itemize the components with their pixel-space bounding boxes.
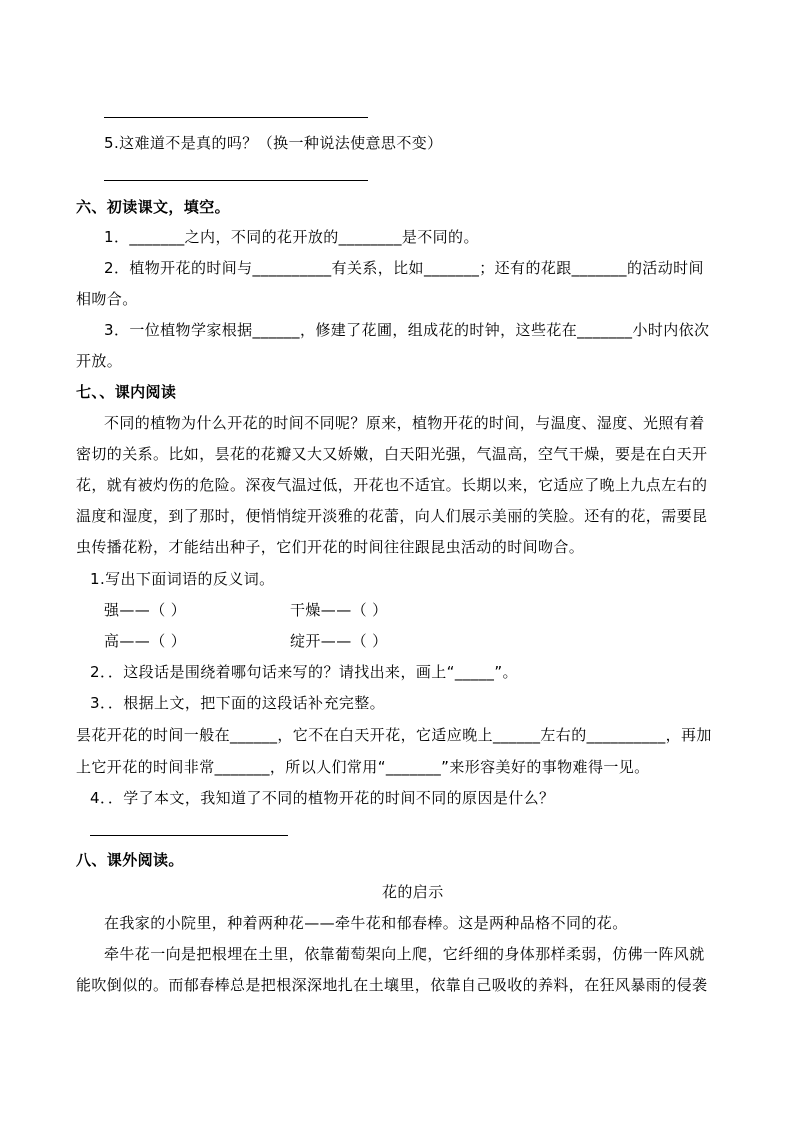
- section-7-question-4: 4．．学了本文，我知道了不同的植物开花的时间不同的原因是什么？: [90, 789, 555, 807]
- section-7-question-3: 3．．根据上文，把下面的这段话补充完整。: [90, 694, 386, 712]
- article-line: 能吹倒似的。而郁春棒总是把根深深地扎在土壤里，依靠自己吸收的养料，在狂风暴雨的侵袭: [76, 976, 708, 994]
- section-6-question-3: 3．一位植物学家根据______，修建了花圃，组成花的时钟，这些花在_______小时内依次: [104, 321, 710, 339]
- section-7-question-3-text-cont: 上它开花的时间非常_______，所以人们常用“_______”来形容美好的事物难得一见。: [76, 758, 650, 776]
- passage-line: 不同的植物为什么开花的时间不同呢？原来，植物开花的时间，与温度、湿度、光照有着: [104, 414, 705, 432]
- section-8-heading: 八、课外阅读。: [76, 851, 184, 869]
- article-line: 牵牛花一向是把根埋在土里，依靠葡萄架向上爬，它纤细的身体那样柔弱，仿佛一阵风就: [104, 945, 705, 963]
- section-6-question-2: 2．植物开花的时间与__________有关系，比如_______；还有的花跟_______的活动时间: [104, 259, 704, 277]
- section-7-question-3-text: 昙花开花的时间一般在______，它不在白天开花，它适应晚上______左右的__________，再加: [76, 726, 712, 744]
- section-7-question-1: 1.写出下面词语的反义词。: [90, 570, 275, 588]
- section-6-question-1: 1．_______之内，不同的花开放的________是不同的。: [104, 228, 479, 246]
- answer-line: [90, 835, 288, 836]
- answer-line: [104, 117, 368, 118]
- article-title: 花的启示: [382, 883, 444, 901]
- section-6-question-2-cont: 相吻合。: [76, 290, 138, 308]
- antonym-item: 绽开——（ ）: [290, 632, 388, 650]
- section-7-heading: 七、、课内阅读: [76, 383, 177, 401]
- section-7-question-2: 2．．这段话是围绕着哪句话来写的？请找出来，画上“_____”。: [90, 663, 518, 681]
- passage-line: 花，就有被灼伤的危险。深夜气温过低，开花也不适宜。长期以来，它适应了晚上九点左右的: [76, 476, 708, 494]
- article-line: 在我家的小院里，种着两种花——牵牛花和郁春棒。这是两种品格不同的花。: [104, 914, 628, 932]
- section-6-question-3-cont: 开放。: [76, 352, 123, 370]
- question-5: 5.这难道不是真的吗？（换一种说法使意思不变）: [104, 134, 443, 152]
- antonym-item: 干燥——（ ）: [290, 601, 388, 619]
- antonym-item: 高——（ ）: [104, 632, 187, 650]
- passage-line: 温度和湿度，到了那时，便悄悄绽开淡雅的花蕾，向人们展示美丽的笑脸。还有的花，需要昆: [76, 507, 708, 525]
- answer-line: [104, 180, 368, 181]
- section-6-heading: 六、初读课文，填空。: [76, 198, 231, 216]
- antonym-item: 强——（ ）: [104, 601, 187, 619]
- passage-line: 虫传播花粉，才能结出种子，它们开花的时间往往跟昆虫活动的时间吻合。: [76, 538, 585, 556]
- passage-line: 密切的关系。比如，昙花的花瓣又大又娇嫩，白天阳光强，气温高，空气干燥，要是在白天开: [76, 445, 708, 463]
